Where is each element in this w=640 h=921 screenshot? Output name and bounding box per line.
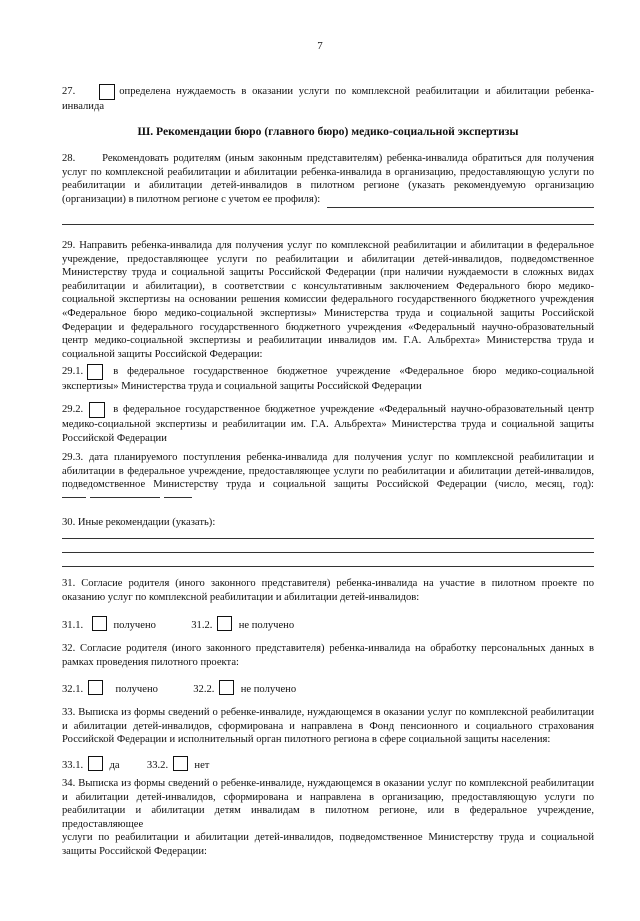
item-32: [62, 642, 594, 669]
item-32-1-number: 32.1.: [62, 684, 84, 695]
item-29: [62, 239, 594, 361]
item-27-text-cont: инвалида: [62, 101, 105, 112]
item-28-line2: услуг по комплексной реабилитации и абилитации ребенка-инвалида в организацию, предоставляющую услуги по: [62, 166, 594, 178]
item-29-line: социальной экспертизы на основании решения комиссии федерального государственного бюджетного учреждения: [62, 294, 594, 306]
item-31-2-number: 31.2.: [191, 620, 213, 631]
item-31-1-checkbox[interactable]: [92, 616, 107, 631]
item-29-2-checkbox[interactable]: [89, 402, 105, 418]
date-month-line[interactable]: [90, 497, 160, 498]
item-30: 30. Иные рекомендации (указать):: [62, 517, 216, 528]
item-34-line5: защиты Российской Федерации:: [62, 845, 207, 857]
item-33-2-label: нет: [194, 760, 210, 771]
item-29-line: учреждение, предоставляющее услуги по реабилитации и абилитации детей-инвалидов, подведомственное: [62, 253, 594, 265]
item-31-options: [62, 616, 294, 633]
item-32-1-checkbox[interactable]: [88, 680, 103, 695]
item-29-line: реабилитации и абилитации), в соответствии с консультативным заключением Федерального бюро медико-: [62, 280, 594, 292]
item-34-line3: реабилитации и абилитации детям инвалидам в пилотном регионе, или в федеральное учреждение, предоставляющее: [62, 805, 594, 830]
item-27-text: определена нуждаемость в оказании услуги по комплексной реабилитации и абилитации ребенка-: [119, 86, 594, 98]
item-33-2-number: 33.2.: [146, 760, 169, 771]
item-34: [62, 777, 594, 859]
item-33-1-label: да: [109, 760, 120, 771]
item-29-line: Министерству труда и социальной защиты Российской Федерации (при наличии нуждаемости в сложных видах: [62, 267, 594, 279]
item-32-2-checkbox[interactable]: [219, 680, 234, 695]
item-33-line2: и абилитации детей-инвалидов, сформирована и направлена в Фонд пенсионного и социального страхования: [62, 720, 594, 732]
item-31-line1: 31. Согласие родителя (иного законного представителя) ребенка-инвалида на участие в пилотном проекте по: [62, 578, 594, 589]
item-31-2-label: не получено: [238, 620, 295, 631]
item-28-answer-line-2[interactable]: [62, 224, 594, 225]
item-27-checkbox[interactable]: [99, 84, 115, 100]
item-29-line: «Федеральное бюро медико-социальной экспертизы» Министерства труда и социальной защиты Российской: [62, 307, 594, 319]
item-29-2-number: 29.2.: [62, 404, 84, 416]
item-29-3-line2: абилитации в федеральное учреждение, предоставляющее услуги по реабилитации и абилитации детей-инвалидов,: [62, 465, 594, 477]
item-33-2-checkbox[interactable]: [173, 756, 188, 771]
item-32-line2: рамках проведения пилотного проекта:: [62, 656, 239, 668]
item-34-line2: и абилитации детей-инвалидов, сформирована и направлена в организацию, предоставляющую услуги по: [62, 791, 594, 803]
item-27: [62, 84, 594, 114]
item-29-3-line3: подведомственное Министерству труда и социальной защиты Российской Федерации (число, месяц, год):: [62, 479, 594, 491]
item-31-1-number: 31.1.: [62, 620, 84, 631]
item-32-2-number: 32.2.: [193, 684, 215, 695]
item-29-2-line3: Российской Федерации: [62, 432, 167, 444]
section-title: Ш. Рекомендации бюро (главного бюро) медико-социальной экспертизы: [137, 125, 519, 138]
item-33-line1: 33. Выписка из формы сведений о ребенке-инвалиде, нуждающемся в оказании услуг по комплексной реабилитации: [62, 707, 594, 718]
item-29-3-line1: 29.3. дата планируемого поступления ребенка-инвалида для получения услуг по комплексной реабилитации и: [62, 452, 594, 463]
item-31: [62, 577, 594, 604]
item-27-number: 27.: [62, 86, 76, 98]
item-34-line1: 34. Выписка из формы сведений о ребенке-инвалиде, нуждающемся в оказании услуг по комплексной реабилитации: [62, 778, 594, 789]
item-33-line3: Российской Федерации и исполнительный орган пилотного региона в сфере социальной защиты населения:: [62, 734, 551, 746]
item-28-line1: Рекомендовать родителям (иным законным представителям) ребенка-инвалида обратиться для получения: [102, 153, 595, 164]
item-28-line4: (организации) в пилотном регионе с учетом ее профиля):: [62, 193, 321, 205]
item-33: [62, 706, 594, 747]
item-32-options: [62, 680, 296, 697]
item-30-answer-line[interactable]: [62, 552, 594, 553]
item-28-line3: реабилитации и абилитации детей-инвалидов в пилотном регионе (указать рекомендуемую организацию: [62, 180, 594, 192]
item-31-1-label: получено: [113, 620, 156, 631]
item-28-number: 28.: [62, 153, 76, 164]
page-number: 7: [317, 40, 323, 52]
item-28: [62, 152, 594, 206]
item-29-1-line1: в федеральное государственное бюджетное учреждение «Федеральное бюро медико-социальной: [113, 366, 594, 378]
item-29-line: 29. Направить ребенка-инвалида для получения услуг по комплексной реабилитации и абилитации в федеральное: [62, 240, 594, 251]
item-31-line2: оказанию услуг по комплексной реабилитации и абилитации детей-инвалидов:: [62, 591, 420, 603]
item-29-1-line2: экспертизы» Министерства труда и социальной защиты Российской Федерации: [62, 381, 422, 392]
item-33-options: [62, 756, 209, 773]
item-34-line4: услуги по реабилитации и абилитации детей-инвалидов, подведомственное Министерству труда и социальной: [62, 832, 594, 844]
item-33-1-number: 33.1.: [62, 760, 84, 771]
item-32-2-label: не получено: [240, 684, 297, 695]
item-29-line: социальной защиты Российской Федерации:: [62, 348, 263, 360]
date-year-line[interactable]: [164, 497, 192, 498]
date-day-line[interactable]: [62, 497, 86, 498]
item-29-1: [62, 364, 594, 394]
item-28-answer-line[interactable]: [327, 207, 594, 208]
item-29-2-line2: медико-социальной экспертизы и реабилитации им. Г.А. Альбрехта» Министерства труда и социальной защиты: [62, 419, 594, 430]
item-29-3: [62, 451, 594, 492]
item-31-2-checkbox[interactable]: [217, 616, 232, 631]
item-29-2: [62, 402, 594, 445]
item-29-line: центр медико-социальной экспертизы и реабилитации инвалидов им. Г.А. Альбрехта» Министерства труда и: [62, 335, 594, 347]
item-29-2-line1: в федеральное государственное бюджетное учреждение «Федеральный научно-образовательный центр: [113, 404, 594, 416]
item-29-1-checkbox[interactable]: [87, 364, 103, 380]
item-32-line1: 32. Согласие родителя (иного законного представителя) ребенка-инвалида на обработку персональных данных в: [62, 643, 594, 654]
item-29-1-number: 29.1.: [62, 366, 84, 378]
item-33-1-checkbox[interactable]: [88, 756, 103, 771]
item-32-1-label: получено: [115, 684, 158, 695]
item-30-answer-line[interactable]: [62, 566, 594, 567]
item-30-answer-line[interactable]: [62, 538, 594, 539]
item-29-line: Федерации и федерального государственного бюджетного учреждения «Федеральный научно-образовательный: [62, 321, 594, 333]
